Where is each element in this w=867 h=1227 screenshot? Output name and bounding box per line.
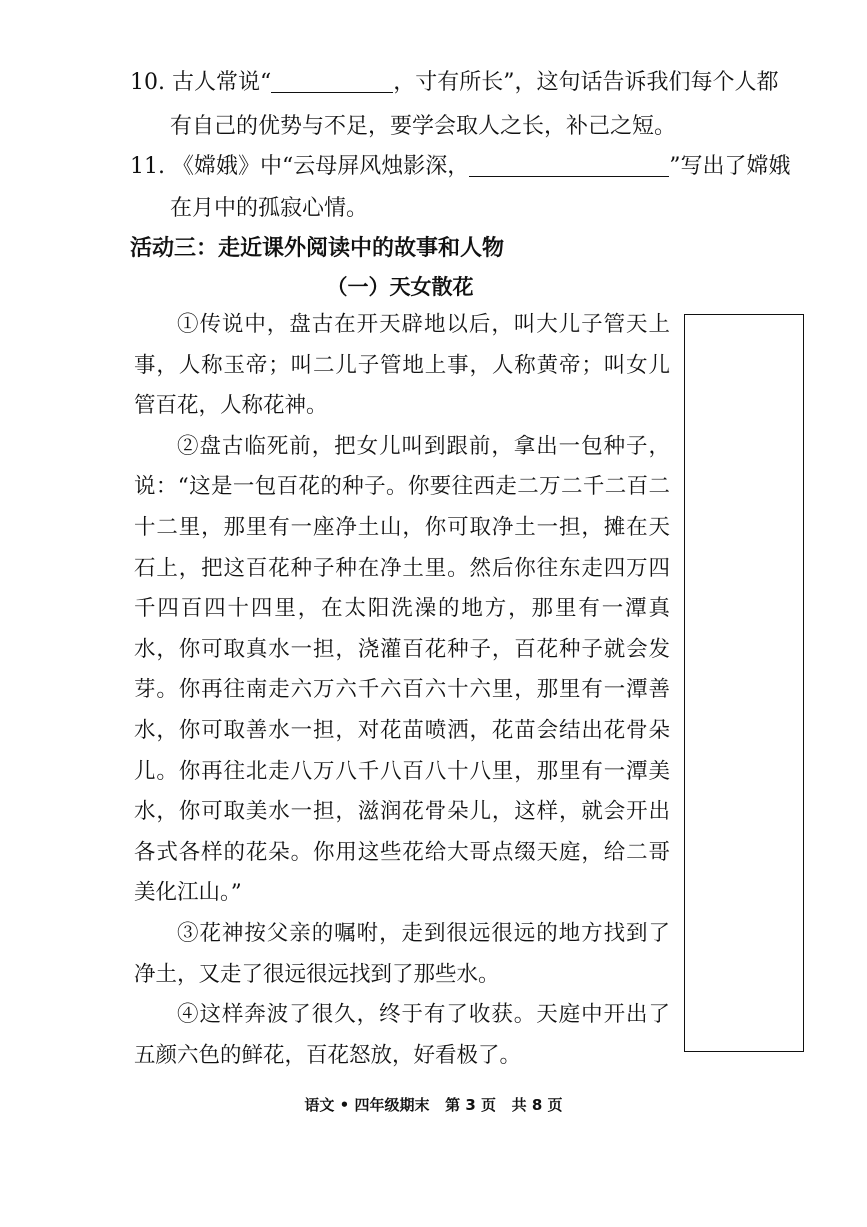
question-10-line1	[130, 68, 778, 98]
paragraph-2: ②盘古临死前，把女儿叫到跟前，拿出一包种子，说：“这是一包百花的种子。你要往西走二万二千二百二十二里，那里有一座净土山，你可取净土一担，摊在天石上，把这百花种子种在净土里。然后你往东走四万四千四百四十四里，在太阳洗澡的地方，那里有一潭真水，你可取真水一担，浇灌百花种子，百花种子就会发芽。你再往南走六万六千六百六十六里，那里有一潭善水，你可取善水一担，对花苗喷洒，花苗会结出花骨朵儿。你再往北走八万八千八百八十八里，那里有一潭美水，你可取美水一担，滋润花骨朵儿，这样，就会开出各式各样的花朵。你用这些花给大哥点缀天庭，给二哥美化江山。”	[134, 433, 670, 906]
section-title: （一）天女散花	[326, 275, 474, 299]
page-footer: 语文 • 四年级期末 第 3 页 共 8 页	[304, 1096, 563, 1114]
paragraph-1: ①传说中，盘古在开天辟地以后，叫大儿子管天上事，人称玉帝；叫二儿子管地上事，人称黄帝；叫女儿管百花，人称花神。	[134, 312, 670, 419]
question-10-suffix: ，寸有所长”，这句话告诉我们每个人都	[393, 70, 779, 95]
question-11-prefix: 11. 《嫦娥》中“云母屏风烛影深，	[130, 154, 470, 179]
question-10-prefix: 10. 古人常说“	[130, 70, 272, 95]
reading-passage	[134, 305, 670, 1076]
paragraph-4: ④这样奔波了很久，终于有了收获。天庭中开出了五颜六色的鲜花，百花怒放，好看极了。	[134, 1002, 670, 1068]
question-10-answer-blank[interactable]	[271, 70, 393, 93]
question-11-answer-blank[interactable]	[469, 154, 669, 177]
side-answer-box[interactable]	[684, 314, 804, 1052]
question-10-line2: 有自己的优势与不足，要学会取人之长，补己之短。	[170, 114, 677, 139]
activity-heading: 活动三：走近课外阅读中的故事和人物	[130, 236, 505, 261]
question-11-line1	[130, 152, 790, 182]
paragraph-3: ③花神按父亲的嘱咐，走到很远很远的地方找到了净土，又走了很远很远找到了那些水。	[134, 920, 670, 987]
question-11-line2: 在月中的孤寂心情。	[170, 196, 369, 221]
question-11-suffix: ”写出了嫦娥	[669, 154, 791, 179]
